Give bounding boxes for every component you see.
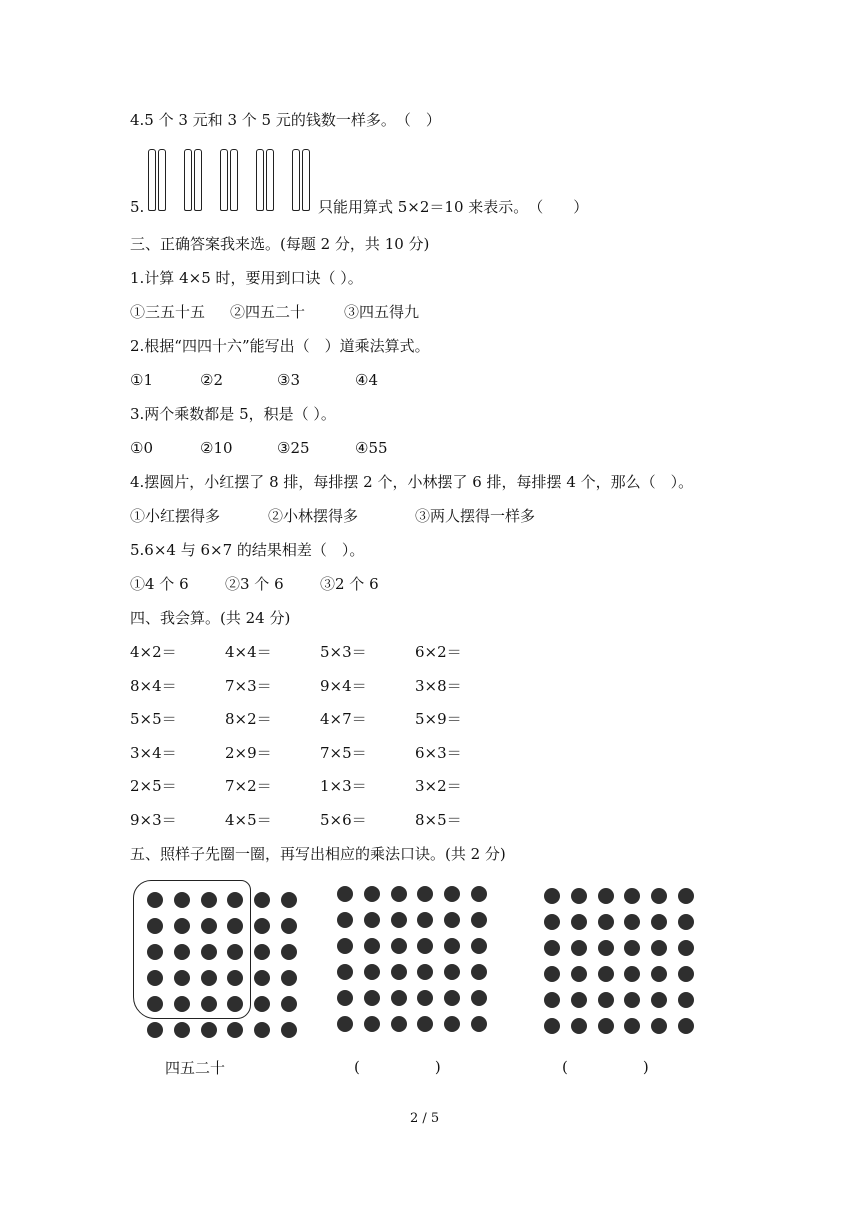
dot <box>544 1018 560 1034</box>
dot <box>471 912 487 928</box>
calc-item: 7×5＝ <box>320 743 367 762</box>
dot <box>254 944 270 960</box>
answer-blank-3[interactable]: ( ) <box>562 1058 649 1076</box>
dot <box>254 996 270 1012</box>
choice-question: 2.根据“四四十六”能写出（ ）道乘法算式。 <box>130 337 430 355</box>
dot <box>444 938 460 954</box>
dot <box>337 964 353 980</box>
dot <box>598 914 614 930</box>
dot <box>624 888 640 904</box>
choice-option[interactable]: ①1 <box>130 371 153 389</box>
judge-question-5-number: 5. <box>130 198 145 216</box>
dot <box>147 1022 163 1038</box>
dot <box>651 940 667 956</box>
calc-item: 8×2＝ <box>225 710 272 728</box>
dot <box>364 886 380 902</box>
choice-option[interactable]: ②2 <box>200 371 223 389</box>
calc-item: 4×5＝ <box>225 810 272 829</box>
calc-item: 5×6＝ <box>320 810 367 829</box>
calc-item: 7×3＝ <box>225 676 272 695</box>
dot <box>471 964 487 980</box>
dot <box>254 918 270 934</box>
dot-grid-3 <box>544 888 694 1034</box>
dot <box>417 964 433 980</box>
example-circle-outline <box>133 880 251 1019</box>
dot <box>174 1022 190 1038</box>
dot <box>444 886 460 902</box>
choice-option[interactable]: ④55 <box>355 439 388 457</box>
page-number: 2 / 5 <box>410 1111 440 1126</box>
calc-item: 6×3＝ <box>415 743 462 762</box>
dot <box>678 940 694 956</box>
dot <box>444 1016 460 1032</box>
dot <box>544 966 560 982</box>
calc-item: 6×2＝ <box>415 643 462 661</box>
dot <box>571 940 587 956</box>
dot <box>651 914 667 930</box>
dot <box>417 938 433 954</box>
choice-option[interactable]: ③2 个 6 <box>320 575 379 593</box>
dot <box>391 964 407 980</box>
dot <box>364 990 380 1006</box>
choice-option[interactable]: ③25 <box>277 439 310 457</box>
calc-item: 2×9＝ <box>225 743 272 762</box>
dot <box>571 966 587 982</box>
dot <box>624 966 640 982</box>
dot <box>391 886 407 902</box>
choice-option[interactable]: ④4 <box>355 371 378 389</box>
dot <box>598 940 614 956</box>
dot <box>281 944 297 960</box>
calc-item: 4×7＝ <box>320 710 367 728</box>
choice-option[interactable]: ②10 <box>200 439 233 457</box>
calc-item: 5×3＝ <box>320 643 367 661</box>
calc-item: 3×4＝ <box>130 743 177 762</box>
dot <box>651 992 667 1008</box>
dot <box>571 914 587 930</box>
dot <box>471 938 487 954</box>
calc-item: 7×2＝ <box>225 777 272 795</box>
answer-blank-2[interactable]: ( ) <box>354 1058 441 1076</box>
dot <box>624 914 640 930</box>
example-answer: 四五二十 <box>165 1059 226 1077</box>
calc-item: 3×8＝ <box>415 676 462 695</box>
dot <box>471 990 487 1006</box>
dot <box>391 990 407 1006</box>
dot <box>337 938 353 954</box>
dot <box>337 1016 353 1032</box>
dot <box>364 964 380 980</box>
calc-item: 8×5＝ <box>415 810 462 829</box>
dot <box>651 888 667 904</box>
calc-item: 5×5＝ <box>130 710 177 728</box>
dot <box>364 938 380 954</box>
dot <box>651 1018 667 1034</box>
choice-option[interactable]: ③四五得九 <box>344 303 420 321</box>
calc-item: 1×3＝ <box>320 777 367 795</box>
choice-question: 3.两个乘数都是 5，积是（ ）。 <box>130 405 336 423</box>
dot <box>201 1022 217 1038</box>
dot <box>281 1022 297 1038</box>
dot <box>544 940 560 956</box>
dot <box>227 1022 243 1038</box>
choice-option[interactable]: ②3 个 6 <box>225 575 284 593</box>
dot <box>391 1016 407 1032</box>
dot <box>254 1022 270 1038</box>
dot-grid-2 <box>337 886 487 1032</box>
choice-option[interactable]: ①0 <box>130 439 153 457</box>
sticks-figure <box>146 149 316 211</box>
dot <box>678 914 694 930</box>
dot <box>624 1018 640 1034</box>
section-3-title: 三、正确答案我来选。(每题 2 分，共 10 分) <box>130 235 430 253</box>
dot <box>254 892 270 908</box>
dot <box>281 918 297 934</box>
calc-item: 8×4＝ <box>130 676 177 695</box>
dot <box>391 938 407 954</box>
dot <box>444 964 460 980</box>
choice-option[interactable]: ①4 个 6 <box>130 575 189 593</box>
dot <box>417 1016 433 1032</box>
calc-item: 4×2＝ <box>130 643 177 661</box>
calc-item: 3×2＝ <box>415 777 462 795</box>
dot <box>544 992 560 1008</box>
dot <box>364 1016 380 1032</box>
dot <box>337 990 353 1006</box>
dot <box>678 966 694 982</box>
dot <box>624 940 640 956</box>
calc-item: 5×9＝ <box>415 710 462 728</box>
dot <box>337 886 353 902</box>
dot <box>417 886 433 902</box>
calc-item: 2×5＝ <box>130 777 177 795</box>
dot <box>598 966 614 982</box>
dot <box>254 970 270 986</box>
section-4-title: 四、我会算。(共 24 分) <box>130 609 291 627</box>
dot <box>281 996 297 1012</box>
choice-option[interactable]: ①三五十五 <box>130 303 206 321</box>
dot <box>444 990 460 1006</box>
dot <box>281 970 297 986</box>
judge-question-4: 4.5 个 3 元和 3 个 5 元的钱数一样多。 （ ） <box>130 111 441 129</box>
dot <box>471 886 487 902</box>
choice-option[interactable]: ③两人摆得一样多 <box>415 507 536 525</box>
calc-item: 9×3＝ <box>130 810 177 829</box>
dot <box>444 912 460 928</box>
dot <box>678 888 694 904</box>
dot <box>571 888 587 904</box>
choice-option[interactable]: ②四五二十 <box>230 303 306 321</box>
dot <box>571 1018 587 1034</box>
dot <box>571 992 587 1008</box>
dot <box>417 990 433 1006</box>
dot <box>598 1018 614 1034</box>
dot <box>624 992 640 1008</box>
dot <box>678 1018 694 1034</box>
choice-option[interactable]: ①小红摆得多 <box>130 507 221 525</box>
dot <box>337 912 353 928</box>
dot <box>364 912 380 928</box>
dot <box>471 1016 487 1032</box>
calc-item: 4×4＝ <box>225 643 272 661</box>
choice-option[interactable]: ②小林摆得多 <box>268 507 359 525</box>
judge-question-5-text: 只能用算式 5×2＝10 来表示。 （ ） <box>318 198 589 216</box>
choice-question: 1.计算 4×5 时，要用到口诀（ ）。 <box>130 269 363 287</box>
dot <box>678 992 694 1008</box>
calc-item: 9×4＝ <box>320 676 367 695</box>
dot <box>417 912 433 928</box>
section-5-title: 五、照样子先圈一圈，再写出相应的乘法口诀。(共 2 分) <box>130 845 506 863</box>
dot <box>544 888 560 904</box>
choice-option[interactable]: ③3 <box>277 371 300 389</box>
dot <box>598 888 614 904</box>
dot <box>391 912 407 928</box>
dot <box>651 966 667 982</box>
choice-question: 5.6×4 与 6×7 的结果相差（ ）。 <box>130 541 365 559</box>
dot <box>598 992 614 1008</box>
dot <box>544 914 560 930</box>
choice-question: 4.摆圆片，小红摆了 8 排，每排摆 2 个，小林摆了 6 排，每排摆 4 个，那么（ ）。 <box>130 473 694 491</box>
dot <box>281 892 297 908</box>
